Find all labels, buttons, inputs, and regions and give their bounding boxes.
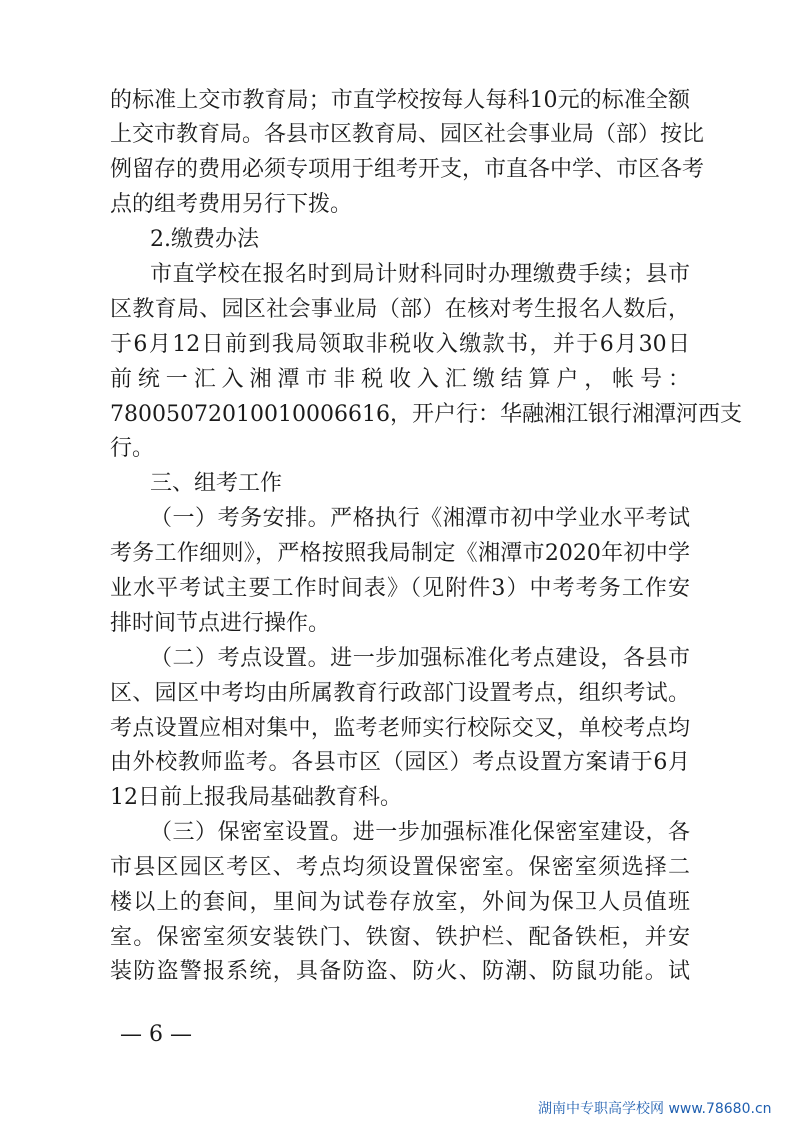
text-line: 考点设置应相对集中，监考老师实行校际交叉，单校考点均 xyxy=(110,716,690,741)
text-line: 78005072010010006616，开户行：华融湘江银行湘潭河西支 xyxy=(110,402,742,427)
text-line: 区教育局、园区社会事业局（部）在核对考生报名人数后， xyxy=(110,297,690,322)
text-line: 排时间节点进行操作。 xyxy=(110,611,331,636)
text-line: 楼以上的套间，里间为试卷存放室，外间为保卫人员值班 xyxy=(110,890,690,915)
text-line: （三）保密室设置。进一步加强标准化保密室建设，各 xyxy=(150,820,690,845)
text-line: 区、园区中考均由所属教育行政部门设置考点，组织考试。 xyxy=(110,681,690,706)
text-line: 室。保密室须安装铁门、铁窗、铁护栏、配备铁柜，并安 xyxy=(110,925,690,950)
text-line: 上交市教育局。各县市区教育局、园区社会事业局（部）按比 xyxy=(110,122,705,147)
text-line: 市直学校在报名时到局计财科同时办理缴费手续；县市 xyxy=(150,262,690,287)
text-line: 前统一汇入湘潭市非税收入汇缴结算户，帐号： xyxy=(110,367,690,392)
text-line: 12日前上报我局基础教育科。 xyxy=(110,785,402,810)
text-line: 点的组考费用另行下拨。 xyxy=(110,192,353,217)
text-line: 由外校教师监考。各县市区（园区）考点设置方案请于6月 xyxy=(110,750,690,775)
text-line: 装防盗警报系统，具备防盗、防火、防潮、防鼠功能。试 xyxy=(110,959,690,984)
text-line: 例留存的费用必须专项用于组考开支，市直各中学、市区各考 xyxy=(110,157,705,182)
text-line: （一）考务安排。严格执行《湘潭市初中学业水平考试 xyxy=(150,506,690,531)
text-line: （二）考点设置。进一步加强标准化考点建设，各县市 xyxy=(150,646,690,671)
text-line: 市县区园区考区、考点均须设置保密室。保密室须选择二 xyxy=(110,855,690,880)
page-number: — 6 — xyxy=(120,1022,192,1047)
text-line: 的标准上交市教育局；市直学校按每人每科10元的标准全额 xyxy=(110,88,690,113)
text-line: 行。 xyxy=(110,436,155,461)
watermark: 湖南中专职高学校网 www.78680.cn xyxy=(538,1101,772,1117)
section-heading: 三、组考工作 xyxy=(150,471,283,496)
section-heading: 2.缴费办法 xyxy=(150,227,259,252)
text-line: 于6月12日前到我局领取非税收入缴款书，并于6月30日 xyxy=(110,332,690,357)
text-line: 考务工作细则》，严格按照我局制定《湘潭市2020年初中学 xyxy=(110,541,690,566)
text-line: 业水平考试主要工作时间表》（见附件3）中考考务工作安 xyxy=(110,576,690,601)
